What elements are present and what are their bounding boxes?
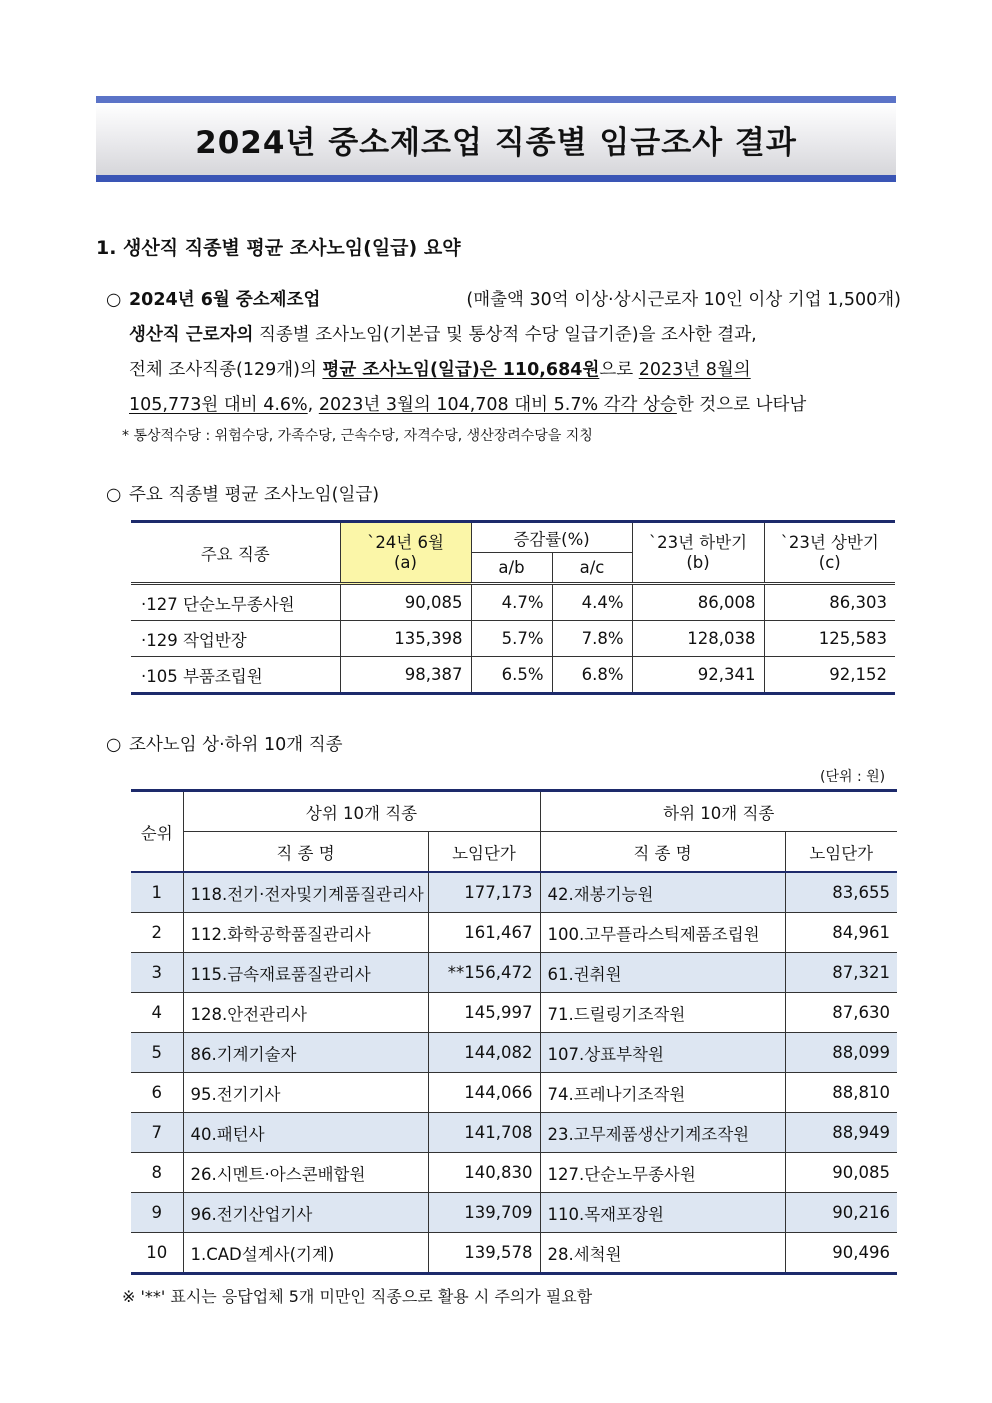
top-job-price: 140,830 (428, 1153, 540, 1193)
rank-cell: 4 (131, 993, 183, 1033)
header-b-code: (b) (686, 552, 710, 572)
rate-ac: 7.8% (552, 621, 632, 657)
summary-text: 2023년 8월의 (638, 360, 751, 380)
bottom-job-price: 90,085 (785, 1153, 897, 1193)
summary-text: 으로 (599, 360, 639, 380)
summary-text: (매출액 30억 이상·상시근로자 10인 이상 기업 1,500개) (466, 290, 901, 310)
subheading-text: 주요 직종별 평균 조사노임(일급) (129, 485, 380, 505)
subheading-top-bottom (106, 731, 343, 756)
bullet-marker: ○ (106, 290, 122, 310)
top-job-name: 96.전기산업기사 (183, 1193, 428, 1233)
rate-ab: 4.7% (471, 584, 552, 621)
bullet-marker: ○ (106, 485, 122, 505)
summary-text: 105,773원 대비 4.6% (129, 395, 308, 415)
top-job-name: 40.패턴사 (183, 1113, 428, 1153)
top-job-name: 128.안전관리사 (183, 993, 428, 1033)
value-a: 98,387 (340, 657, 471, 694)
value-b: 86,008 (632, 584, 764, 621)
top-job-price: **156,472 (428, 953, 540, 993)
header-top-name: 직 종 명 (183, 832, 428, 873)
rate-ac: 4.4% (552, 584, 632, 621)
rank-cell: 3 (131, 953, 183, 993)
rank-cell: 10 (131, 1233, 183, 1274)
bottom-job-name: 71.드릴링기조작원 (540, 993, 785, 1033)
table-row (131, 872, 897, 913)
section-heading: 1. 생산직 직종별 평균 조사노임(일급) 요약 (96, 237, 461, 259)
table-row (131, 913, 897, 953)
bottom-job-name: 110.목재포장원 (540, 1193, 785, 1233)
top-job-price: 139,709 (428, 1193, 540, 1233)
bottom-job-name: 61.권취원 (540, 953, 785, 993)
rank-cell: 9 (131, 1193, 183, 1233)
top-job-price: 139,578 (428, 1233, 540, 1274)
value-c: 86,303 (764, 584, 895, 621)
header-top-price: 노임단가 (428, 832, 540, 873)
bottom-job-name: 100.고무플라스틱제품조립원 (540, 913, 785, 953)
bottom-job-price: 88,949 (785, 1113, 897, 1153)
table-row (131, 584, 895, 621)
header-ac: a/c (552, 553, 632, 584)
top-job-name: 1.CAD설계사(기계) (183, 1233, 428, 1274)
top-job-price: 145,997 (428, 993, 540, 1033)
table-row (131, 953, 897, 993)
job-name: ·127 단순노무종사원 (131, 584, 340, 621)
summary-text: 2023년 3월의 104,708 대비 5.7% 각각 상승 (318, 395, 677, 415)
footnote: ※ '**' 표시는 응답업체 5개 미만인 직종으로 활용 시 주의가 필요함 (122, 1287, 593, 1306)
value-a: 90,085 (340, 584, 471, 621)
table-row (131, 993, 897, 1033)
job-name: ·105 부품조립원 (131, 657, 340, 694)
summary-text: 직종별 조사노임(기본급 및 통상적 수당 일급기준)을 조사한 결과, (253, 325, 757, 345)
header-bottom10: 하위 10개 직종 (540, 791, 897, 832)
bottom-job-price: 90,216 (785, 1193, 897, 1233)
rank-cell: 5 (131, 1033, 183, 1073)
summary-text: 생산직 근로자의 (129, 325, 254, 345)
bottom-job-price: 87,630 (785, 993, 897, 1033)
table-row (131, 1073, 897, 1113)
bottom-job-price: 88,099 (785, 1033, 897, 1073)
table-row (131, 1193, 897, 1233)
rate-ab: 6.5% (471, 657, 552, 694)
top-job-price: 144,082 (428, 1033, 540, 1073)
header-prev-first-half (764, 522, 895, 584)
value-c: 125,583 (764, 621, 895, 657)
major-jobs-table (131, 520, 895, 695)
bottom-job-name: 42.재봉기능원 (540, 872, 785, 913)
summary-note: * 통상적수당 : 위험수당, 가족수당, 근속수당, 자격수당, 생산장려수당을 지칭 (122, 428, 593, 444)
header-c-code: (c) (818, 552, 841, 572)
table-row (131, 1113, 897, 1153)
bottom-job-name: 127.단순노무종사원 (540, 1153, 785, 1193)
summary-line-1 (106, 283, 901, 318)
rank-cell: 8 (131, 1153, 183, 1193)
top-bottom-table (131, 789, 897, 1275)
header-b-label: `23년 하반기 (648, 532, 748, 552)
top-job-name: 95.전기기사 (183, 1073, 428, 1113)
table-row (131, 657, 895, 694)
rank-cell: 1 (131, 872, 183, 913)
bottom-job-price: 83,655 (785, 872, 897, 913)
value-c: 92,152 (764, 657, 895, 694)
table-row (131, 1153, 897, 1193)
header-current-label: `24년 6월 (367, 532, 444, 552)
header-top10: 상위 10개 직종 (183, 791, 540, 832)
summary-text: 2024년 6월 중소제조업 (129, 290, 321, 310)
table-row (131, 1233, 897, 1274)
subheading-major-jobs (106, 481, 379, 506)
header-rank: 순위 (131, 791, 183, 873)
rank-cell: 7 (131, 1113, 183, 1153)
table-row (131, 621, 895, 657)
top-job-price: 161,467 (428, 913, 540, 953)
summary-line-4 (106, 388, 901, 423)
rank-cell: 2 (131, 913, 183, 953)
summary-text: , (307, 395, 319, 415)
bottom-job-price: 88,810 (785, 1073, 897, 1113)
table-row (131, 1033, 897, 1073)
header-bottom-price: 노임단가 (785, 832, 897, 873)
value-a: 135,398 (340, 621, 471, 657)
header-ab: a/b (471, 553, 552, 584)
top-job-name: 118.전기·전자및기계품질관리사 (183, 872, 428, 913)
rank-cell: 6 (131, 1073, 183, 1113)
bottom-job-name: 23.고무제품생산기계조작원 (540, 1113, 785, 1153)
top-job-name: 112.화학공학품질관리사 (183, 913, 428, 953)
bottom-job-name: 74.프레나기조작원 (540, 1073, 785, 1113)
value-b: 128,038 (632, 621, 764, 657)
summary-highlight: 평균 조사노임(일급)은 110,684원 (322, 360, 600, 380)
job-name: ·129 작업반장 (131, 621, 340, 657)
header-prev-second-half (632, 522, 764, 584)
header-current (340, 522, 471, 584)
bottom-job-name: 28.세척원 (540, 1233, 785, 1274)
header-current-code: (a) (394, 552, 417, 572)
summary-text: 한 것으로 나타남 (676, 395, 807, 415)
bottom-job-price: 90,496 (785, 1233, 897, 1274)
subheading-text: 조사노임 상·하위 10개 직종 (129, 735, 343, 755)
bottom-job-price: 84,961 (785, 913, 897, 953)
value-b: 92,341 (632, 657, 764, 694)
top-job-name: 26.시멘트·아스콘배합원 (183, 1153, 428, 1193)
top-job-price: 141,708 (428, 1113, 540, 1153)
bottom-job-name: 107.상표부착원 (540, 1033, 785, 1073)
header-bottom-name: 직 종 명 (540, 832, 785, 873)
top-job-price: 177,173 (428, 872, 540, 913)
bullet-marker: ○ (106, 735, 122, 755)
rate-ac: 6.8% (552, 657, 632, 694)
summary-paragraph (106, 283, 901, 423)
rate-ab: 5.7% (471, 621, 552, 657)
header-job: 주요 직종 (131, 522, 340, 584)
header-c-label: `23년 상반기 (780, 532, 879, 552)
top-job-name: 86.기계기술자 (183, 1033, 428, 1073)
summary-text: 전체 조사직종(129개)의 (129, 360, 323, 380)
summary-line-2 (106, 318, 901, 353)
title-banner (96, 96, 896, 182)
top-job-name: 115.금속재료품질관리사 (183, 953, 428, 993)
top-job-price: 144,066 (428, 1073, 540, 1113)
bottom-job-price: 87,321 (785, 953, 897, 993)
page-title: 2024년 중소제조업 직종별 임금조사 결과 (195, 124, 797, 161)
header-rate: 증감률(%) (471, 522, 632, 553)
unit-label: (단위 : 원) (820, 769, 886, 785)
summary-line-3 (106, 353, 901, 388)
